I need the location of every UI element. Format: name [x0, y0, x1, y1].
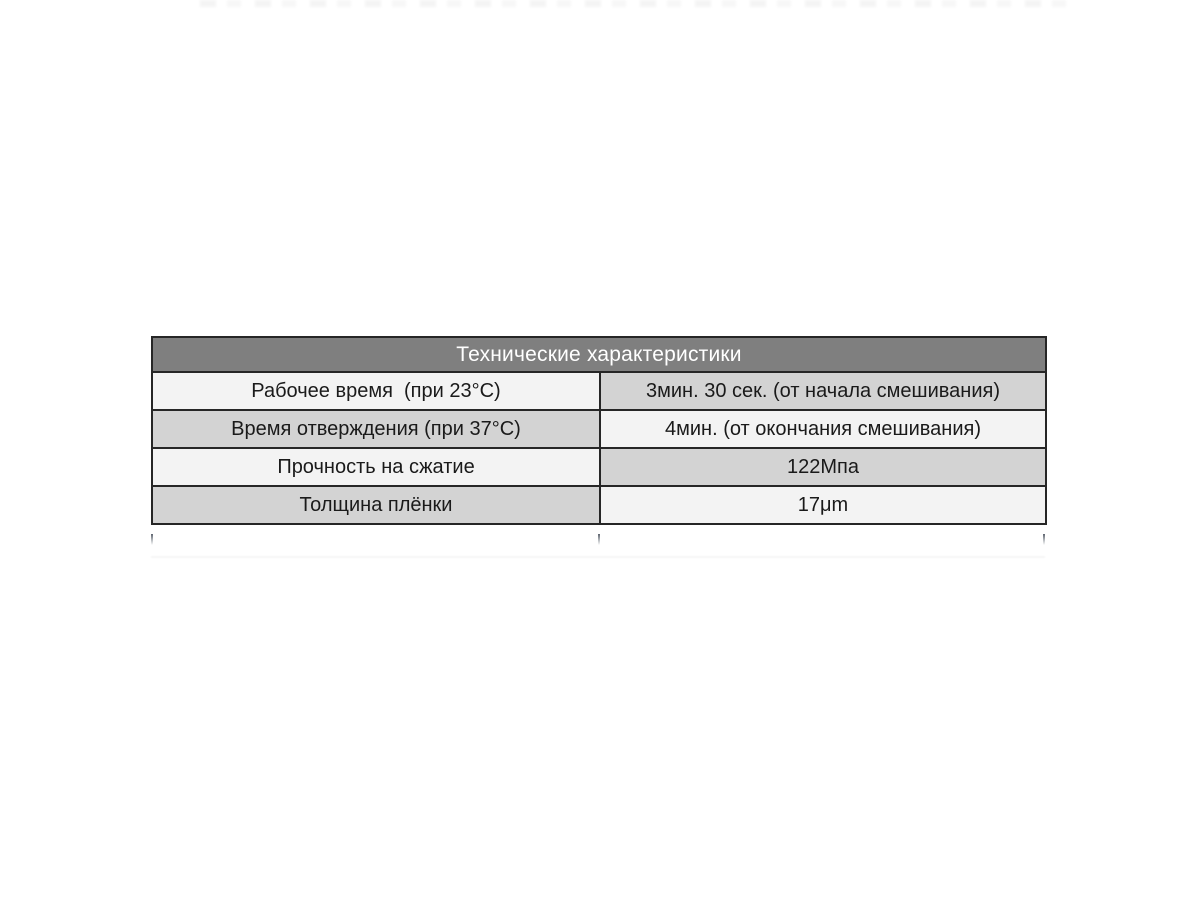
- spec-label: Прочность на сжатие: [152, 448, 600, 486]
- table-row: [152, 372, 1046, 410]
- spec-value: 4мин. (от окончания смешивания): [600, 410, 1046, 448]
- border-stub-right: [1043, 534, 1045, 545]
- table-row: [152, 486, 1046, 524]
- table-header-row: [152, 337, 1046, 372]
- spec-value: 17μm: [600, 486, 1046, 524]
- spec-value: 122Мпа: [600, 448, 1046, 486]
- spec-value: 3мин. 30 сек. (от начала смешивания): [600, 372, 1046, 410]
- table-row: [152, 448, 1046, 486]
- spec-label: Рабочее время (при 23°C): [152, 372, 600, 410]
- table-row: [152, 410, 1046, 448]
- spec-label: Время отверждения (при 37°C): [152, 410, 600, 448]
- bottom-ghost-line: [151, 556, 1045, 558]
- border-stub-middle: [598, 534, 600, 545]
- table-title: Технические характеристики: [152, 337, 1046, 372]
- border-stub-left: [151, 534, 153, 545]
- spec-table: [151, 336, 1047, 525]
- spec-label: Толщина плёнки: [152, 486, 600, 524]
- cropped-text-artifact: [200, 0, 1080, 7]
